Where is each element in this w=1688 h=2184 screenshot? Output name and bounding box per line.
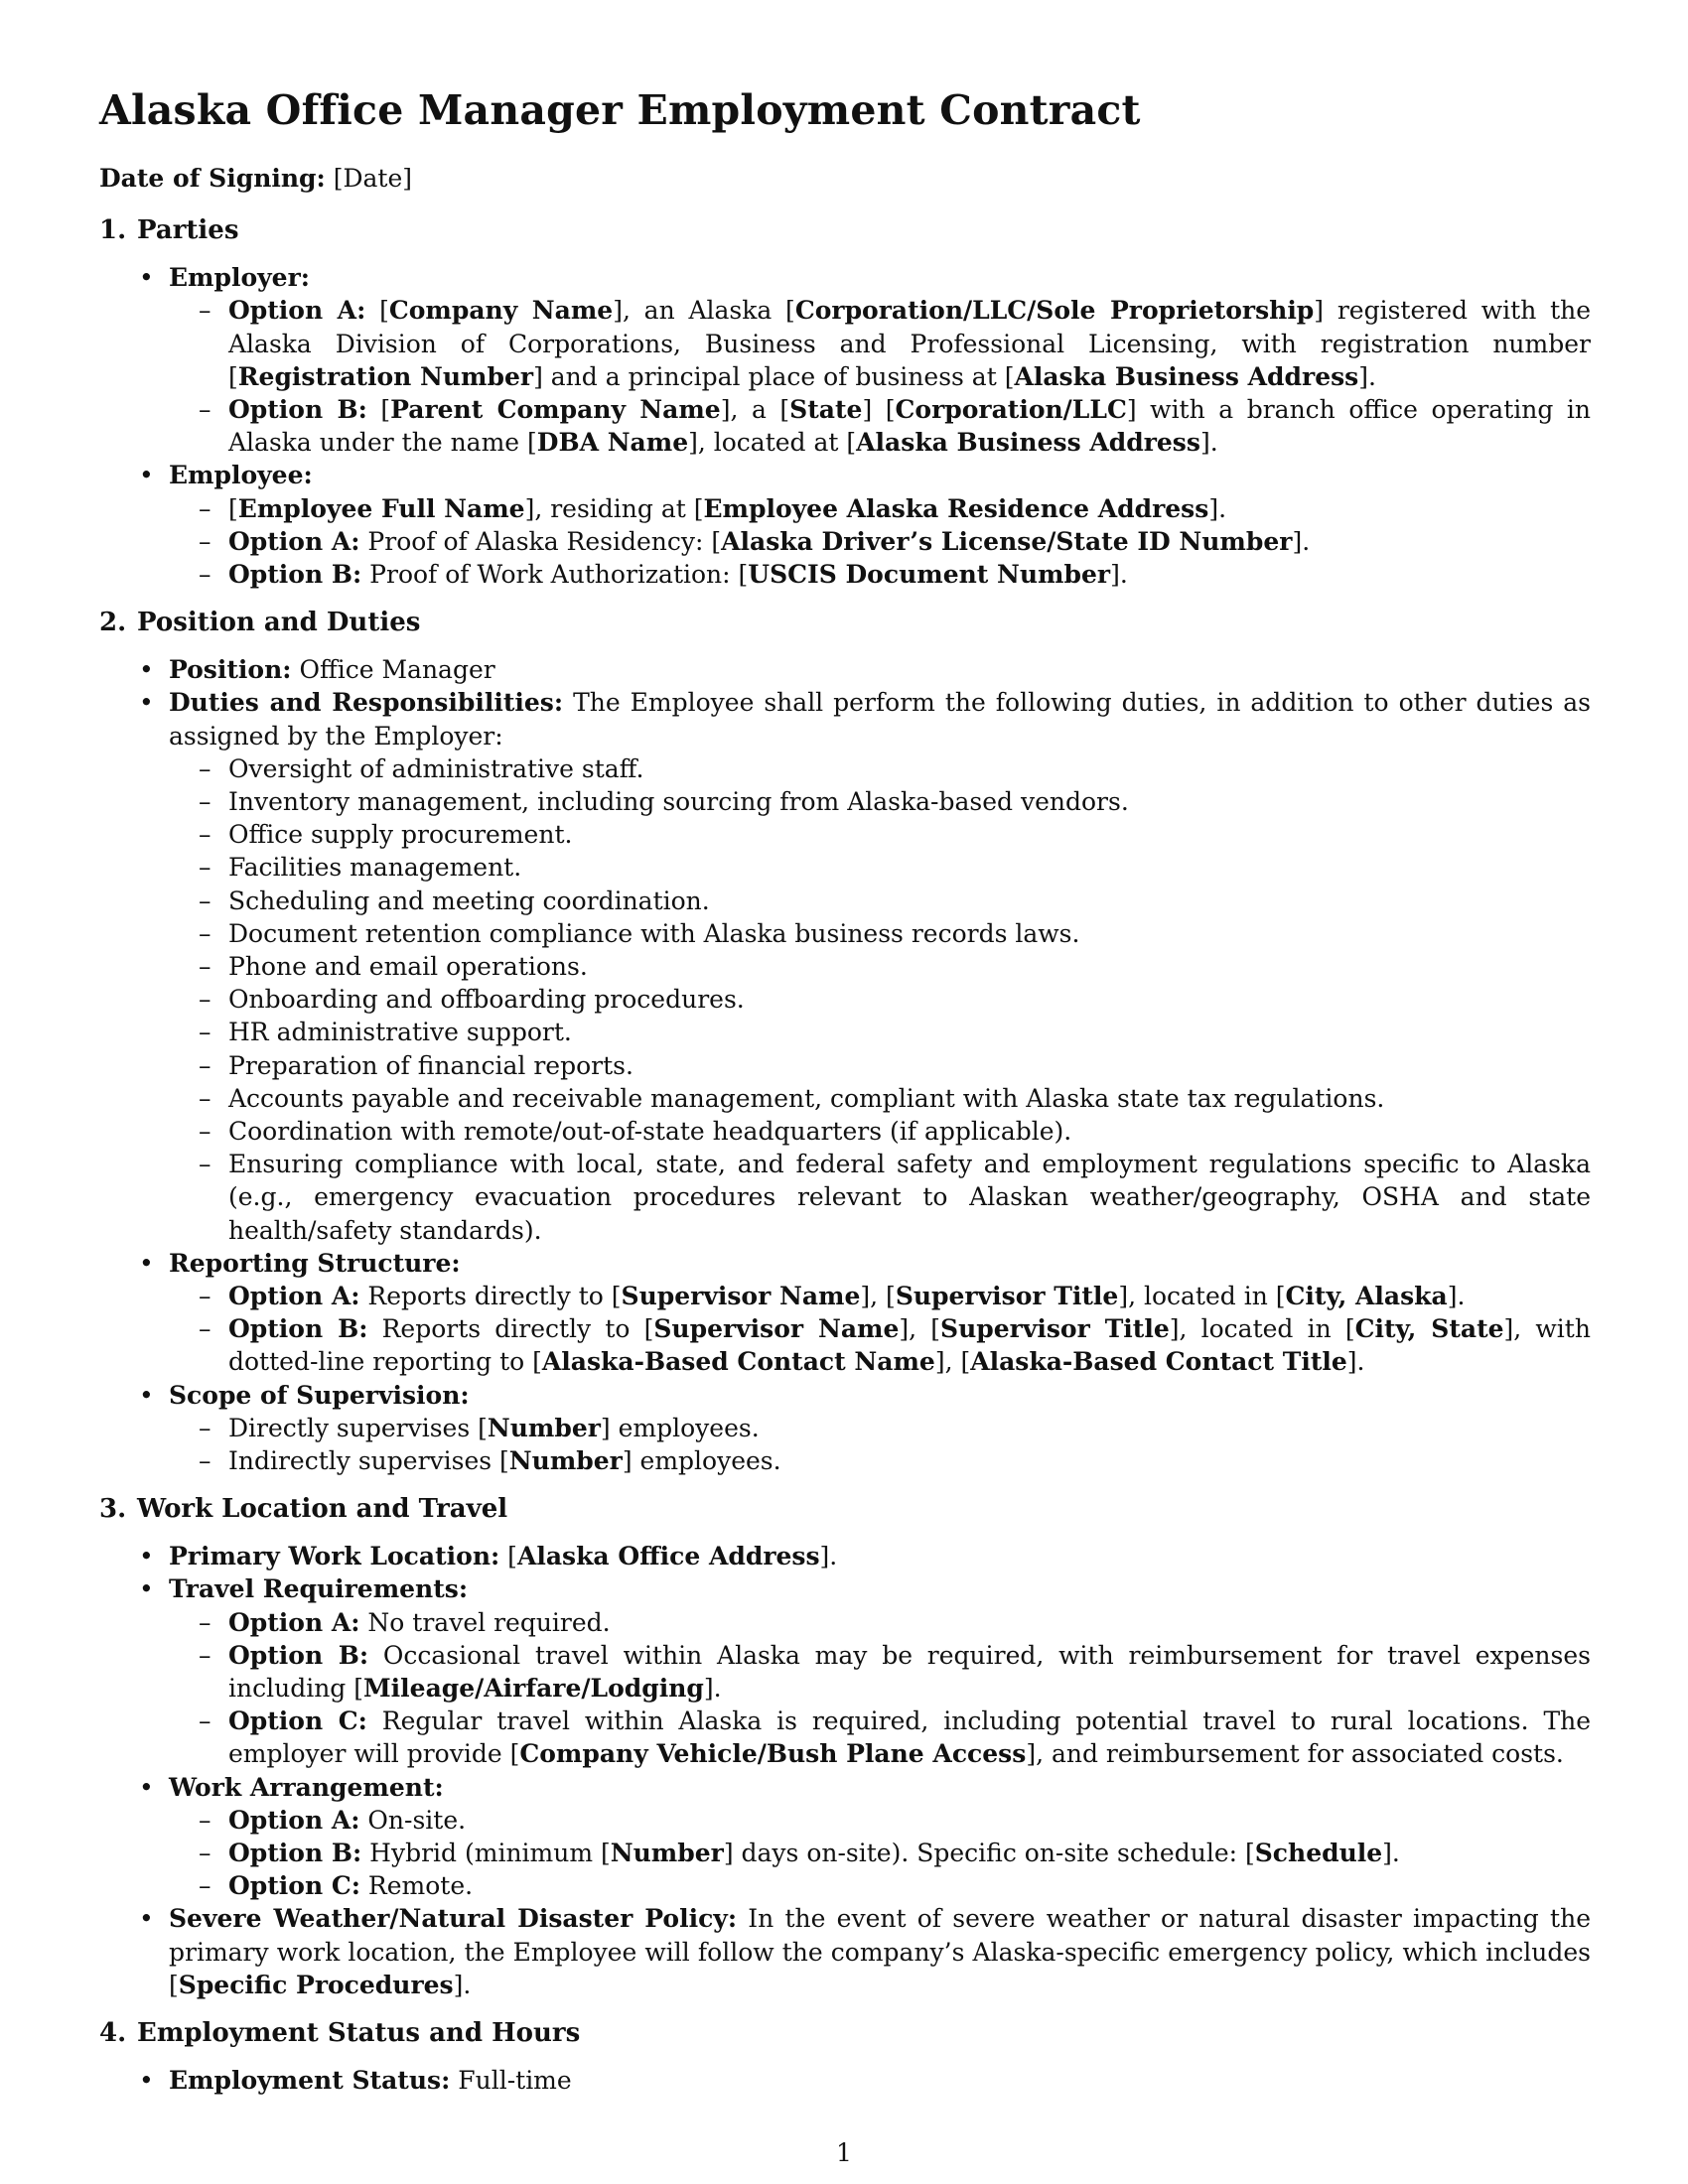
text: ], with dotted-line reporting to [ (228, 1314, 1591, 1377)
arrangement-option-b (228, 1837, 1591, 1869)
employer-option-b: – Option B: [Parent Company Name], a [State] [Corporation/LLC] with a branch office operating in Alaska under the name [DBA Name], located at [Alaska Business Address]. (228, 393, 1591, 459)
scope-direct (228, 1412, 1591, 1444)
text: ]. (1110, 559, 1128, 589)
arrangement-options (169, 1804, 1591, 1903)
employer-item (169, 261, 1591, 459)
text: ]. (453, 1970, 472, 1999)
text: [ (499, 1542, 517, 1571)
duty-item: – Office supply procurement. (228, 818, 1591, 851)
date-of-signing (99, 162, 1591, 195)
duty-item: – Oversight of administrative staff. (228, 752, 1591, 785)
placeholder: Supervisor Name (621, 1282, 861, 1311)
option-label: Option A: (228, 526, 360, 556)
position-value: Office Manager (291, 655, 495, 685)
placeholder: Supervisor Title (940, 1314, 1170, 1344)
text: ], an Alaska [ (613, 296, 795, 326)
text: ] employees. (622, 1446, 781, 1476)
placeholder: Number (610, 1839, 724, 1868)
duty-item: – Ensuring compliance with local, state, and federal safety and employment regulations specific to Alaska (e.g., emergency evacuation procedures relevant to Alaskan weather/geography, OSHA and state health/safety standards). (228, 1148, 1591, 1247)
text: Reports directly to [ (359, 1282, 622, 1311)
status-list (99, 2064, 1591, 2097)
text: Hybrid (minimum [ (361, 1839, 611, 1868)
text: Proof of Alaska Residency: [ (359, 526, 722, 556)
section-title: Employment Status and Hours (137, 2018, 581, 2049)
weather-policy-item (169, 1902, 1591, 2001)
text: In the event of severe weather or natural disaster impacting the primary work location, the Employee will follow the company’s Alaska-specific emergency policy, which includes [ (169, 1904, 1591, 1999)
text: ]. (703, 1674, 722, 1704)
placeholder: Employee Alaska Residence Address (703, 493, 1209, 523)
text: No travel required. (359, 1607, 611, 1637)
option-label: Option B: (228, 394, 367, 424)
text: ]. (1292, 526, 1311, 556)
text: Indirectly supervises [ (228, 1446, 509, 1476)
text: ] days on-site). Specific on-site schedule: [ (723, 1839, 1255, 1868)
travel-label: Travel Requirements: (169, 1574, 469, 1604)
primary-location-label: Primary Work Location: (169, 1542, 500, 1571)
option-label: Option C: (228, 1871, 360, 1901)
text: ]. (819, 1542, 838, 1571)
section-heading-position (99, 607, 1591, 639)
option-label: Option A: (228, 296, 366, 326)
page-number: 1 (836, 2138, 852, 2167)
placeholder: Specific Procedures (178, 1970, 454, 1999)
arrangement-option-c (228, 1869, 1591, 1902)
placeholder: City, State (1354, 1314, 1504, 1344)
document-title: Alaska Office Manager Employment Contract (99, 86, 1141, 134)
placeholder: Alaska Business Address (856, 428, 1200, 458)
reporting-option-b (228, 1312, 1591, 1378)
arrangement-option-a (228, 1804, 1591, 1837)
text: ], located at [ (688, 428, 857, 458)
option-label: Option B: (228, 1314, 368, 1344)
duty-item: – Document retention compliance with Alaska business records laws. (228, 917, 1591, 950)
section-title: Parties (137, 215, 239, 246)
placeholder: Alaska-Based Contact Title (970, 1347, 1347, 1377)
placeholder: Supervisor Title (895, 1282, 1119, 1311)
section-number: 3. (99, 1494, 127, 1525)
placeholder: Schedule (1254, 1839, 1383, 1868)
travel-option-a (228, 1606, 1591, 1639)
text: ]. (1199, 428, 1218, 458)
placeholder: Alaska Office Address (516, 1542, 820, 1571)
section-number: 4. (99, 2018, 127, 2049)
section-heading-status (99, 2017, 1591, 2050)
duty-item: – Accounts payable and receivable management, compliant with Alaska state tax regulations. (228, 1082, 1591, 1115)
position-list (99, 653, 1591, 1477)
text: ], [ (934, 1347, 971, 1377)
employee-option-a (228, 525, 1591, 558)
text: Directly supervises [ (228, 1413, 488, 1442)
text: ], [ (860, 1282, 896, 1311)
placeholder: Alaska Business Address (1014, 361, 1359, 391)
placeholder: Registration Number (237, 361, 534, 391)
duty-item: – Inventory management, including sourcing from Alaska-based vendors. (228, 785, 1591, 818)
employee-name-residence: – [Employee Full Name], residing at [Employee Alaska Residence Address]. (228, 492, 1591, 525)
duty-item: – HR administrative support. (228, 1016, 1591, 1048)
text: ], located in [ (1118, 1282, 1286, 1311)
text: ]. (1346, 1347, 1365, 1377)
option-label: Option C: (228, 1706, 367, 1736)
text: Occasional travel within Alaska may be required, with reimbursement for travel expenses including [ (228, 1640, 1591, 1704)
scope-item (169, 1379, 1591, 1478)
employee-label: Employee: (169, 461, 313, 490)
text: ], located in [ (1169, 1314, 1355, 1344)
section-title: Work Location and Travel (137, 1494, 508, 1525)
document-page (99, 87, 1591, 2113)
reporting-options (169, 1280, 1591, 1379)
scope-label: Scope of Supervision: (169, 1380, 470, 1410)
text: ] employees. (600, 1413, 760, 1442)
text: ], and reimbursement for associated costs. (1026, 1739, 1564, 1769)
placeholder: Mileage/Airfare/Lodging (363, 1674, 704, 1704)
placeholder: Corporation/LLC/Sole Proprietorship (794, 296, 1315, 326)
text: Reports directly to [ (367, 1314, 654, 1344)
option-label: Option B: (228, 1839, 362, 1868)
status-item (169, 2064, 1591, 2097)
employer-label: Employer: (169, 263, 310, 293)
position-item (169, 653, 1591, 686)
employee-option-b (228, 558, 1591, 591)
primary-location-item (169, 1540, 1591, 1572)
duty-item: – Coordination with remote/out-of-state headquarters (if applicable). (228, 1115, 1591, 1148)
employee-item (169, 459, 1591, 591)
employee-options (169, 492, 1591, 592)
section-number: 2. (99, 608, 127, 638)
text: ] [ (862, 394, 896, 424)
reporting-option-a (228, 1280, 1591, 1312)
duties-list (169, 752, 1591, 1247)
arrangement-label: Work Arrangement: (169, 1772, 444, 1802)
duty-item: – Onboarding and offboarding procedures. (228, 983, 1591, 1016)
text: Proof of Work Authorization: [ (361, 559, 749, 589)
placeholder: Company Name (388, 296, 614, 326)
placeholder: Alaska-Based Contact Name (541, 1347, 935, 1377)
placeholder: DBA Name (536, 428, 689, 458)
travel-options (169, 1606, 1591, 1771)
scope-indirect (228, 1444, 1591, 1477)
text: ] with a branch office operating in Alaska under the name [ (228, 394, 1591, 458)
section-heading-parties (99, 214, 1591, 247)
placeholder: Company Vehicle/Bush Plane Access (519, 1739, 1027, 1769)
text: ] registered with the Alaska Division of Corporations, Business and Professional Licensing, with registration number [ (228, 296, 1592, 391)
text: ]. (1208, 493, 1227, 523)
text: ]. (1358, 361, 1376, 391)
status-value: Full-time (450, 2066, 572, 2096)
placeholder: Employee Full Name (237, 493, 525, 523)
status-label: Employment Status: (169, 2066, 451, 2096)
option-label: Option A: (228, 1805, 360, 1835)
duties-label: Duties and Responsibilities: (169, 688, 564, 718)
text: ] and a principal place of business at [ (533, 361, 1015, 391)
text: On-site. (359, 1805, 467, 1835)
placeholder: USCIS Document Number (748, 559, 1111, 589)
travel-option-b (228, 1639, 1591, 1705)
placeholder: Supervisor Name (653, 1314, 900, 1344)
placeholder: Parent Company Name (390, 394, 721, 424)
travel-option-c (228, 1705, 1591, 1770)
duties-intro: The Employee shall perform the following duties, in addition to other duties as assigned by the Employer: (169, 688, 1591, 751)
option-label: Option B: (228, 559, 362, 589)
date-label: Date of Signing: (99, 164, 326, 194)
option-label: Option B: (228, 1640, 369, 1670)
position-label: Position: (169, 655, 292, 685)
text: ], [ (899, 1314, 941, 1344)
placeholder: Corporation/LLC (895, 394, 1127, 424)
duty-item: – Scheduling and meeting coordination. (228, 885, 1591, 917)
placeholder: Number (508, 1446, 623, 1476)
option-label: Option A: (228, 1607, 360, 1637)
travel-item (169, 1572, 1591, 1770)
duties-item (169, 686, 1591, 1246)
text: ]. (1447, 1282, 1466, 1311)
arrangement-item (169, 1771, 1591, 1903)
text: ], residing at [ (524, 493, 704, 523)
duty-item: – Phone and email operations. (228, 950, 1591, 983)
weather-policy-label: Severe Weather/Natural Disaster Policy: (169, 1904, 738, 1934)
section-number: 1. (99, 215, 127, 246)
placeholder: State (789, 394, 863, 424)
duty-item: – Facilities management. (228, 851, 1591, 884)
placeholder: Alaska Driver’s License/State ID Number (721, 526, 1293, 556)
section-heading-location (99, 1493, 1591, 1526)
employer-option-a: – Option A: [Company Name], an Alaska [Corporation/LLC/Sole Proprietorship] registered with the Alaska Division of Corporations, Business and Professional Licensing, with registration number [Registration Number] and a principal place of business at [Alaska Business Address]. (228, 294, 1591, 393)
employer-options (169, 294, 1591, 459)
location-list (99, 1540, 1591, 2001)
text: Remote. (359, 1871, 474, 1901)
scope-options (169, 1412, 1591, 1477)
date-value: [Date] (333, 164, 413, 194)
text: Regular travel within Alaska is required, including potential travel to rural locations. The employer will provide [ (228, 1706, 1592, 1769)
reporting-label: Reporting Structure: (169, 1248, 461, 1278)
reporting-item (169, 1247, 1591, 1379)
duty-item: – Preparation of financial reports. (228, 1049, 1591, 1082)
parties-list (99, 261, 1591, 591)
placeholder: City, Alaska (1285, 1282, 1448, 1311)
text: ], a [ (720, 394, 790, 424)
text: ]. (1382, 1839, 1400, 1868)
placeholder: Number (487, 1413, 601, 1442)
section-title: Position and Duties (137, 608, 421, 638)
option-label: Option A: (228, 1282, 360, 1311)
